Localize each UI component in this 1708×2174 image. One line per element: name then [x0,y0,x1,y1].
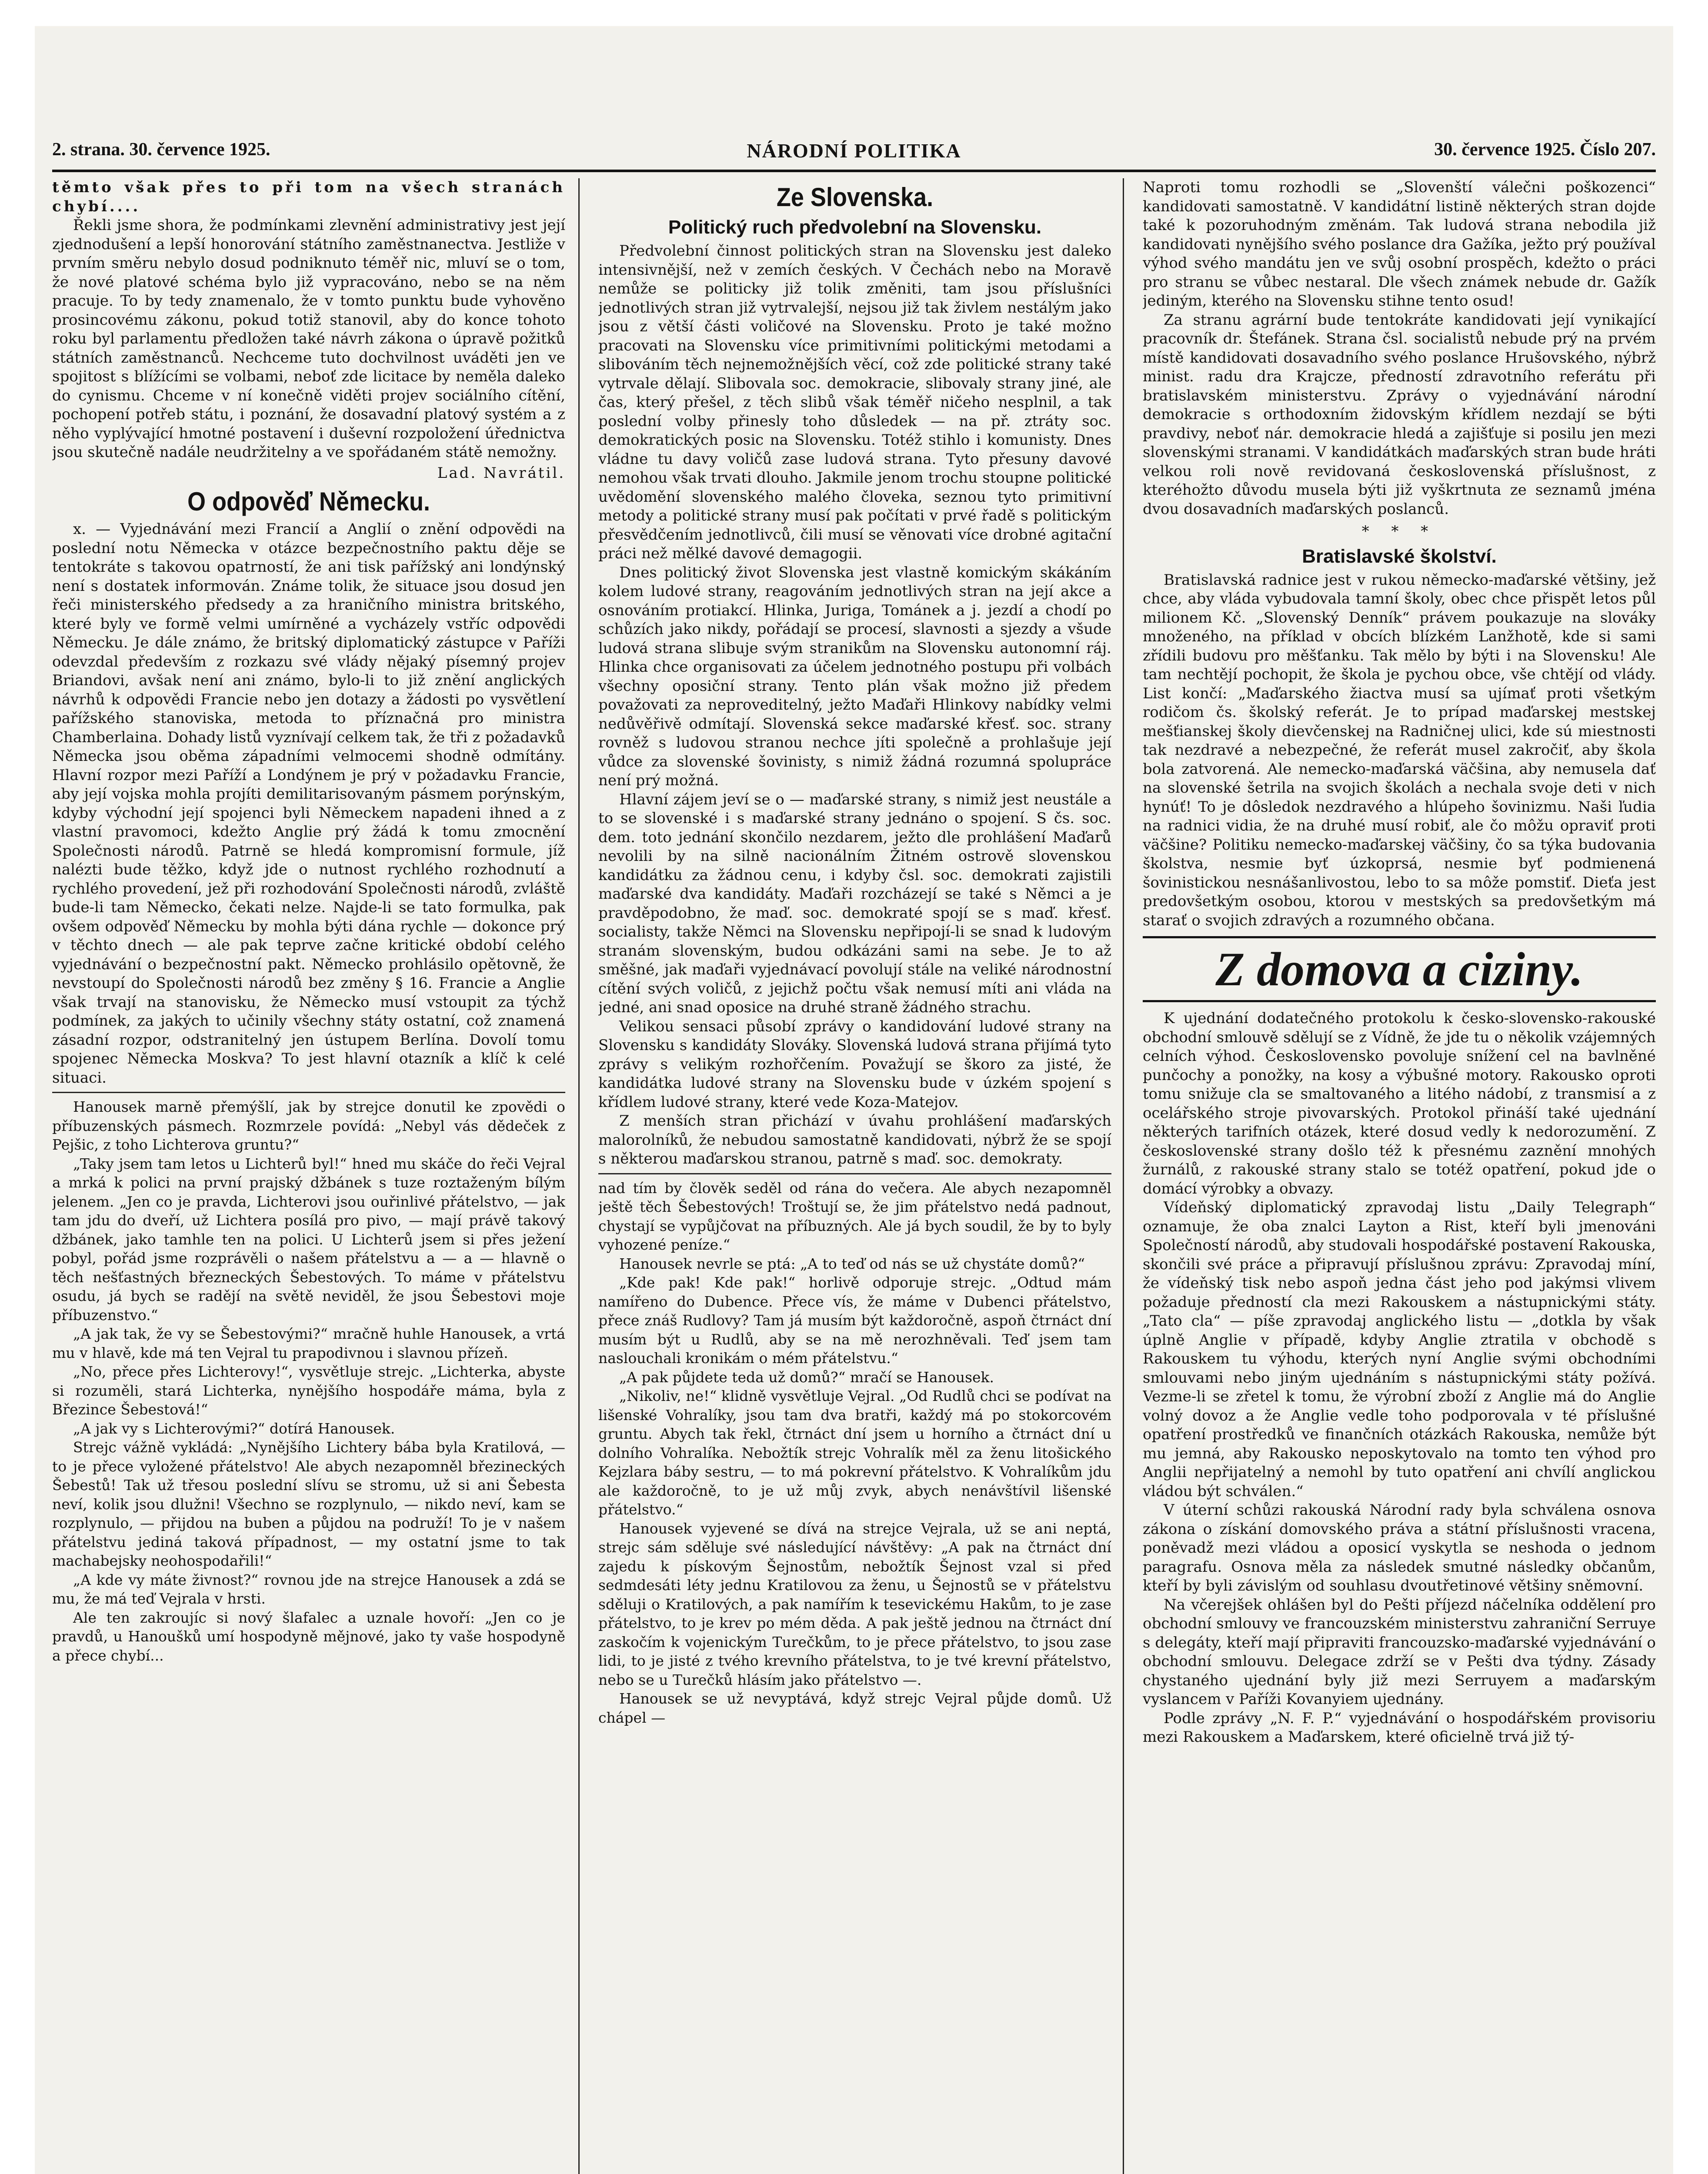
feuilleton-paragraph: „No, přece přes Lichterovy!“, vysvětluje strejc. „Lichterka, abyste si rozuměli, stará Lichterka, nynějšího hospodáře máma, byla z Březince Šebestová!“ [52,1363,565,1418]
article-title: Bratislavské školství. [1302,545,1497,567]
article-paragraph: x. — Vyjednávání mezi Francií a Anglií o znění odpovědi na poslední notu Německa v otázce bezpečnostního paktu děje se tentokráte s takovou opatrností, že ani tisk pařížský ani londýnský není s dostatek informován. Známe tolik, že situace jsou dosud jen řeči ministerského předsedy a za hraničního ministra britského, které byly ve formě velmi umírněné a vycházely vstříc odpovědi Německu. Je dále známo, že britský diplomatický zástupce v Paříži odevzdal především z rozkazu své vlády nějaký písemný projev Briandovi, avšak není ani známo, bylo-li to již znění anglických návrhů k odpovědi Francie nebo jen dotazy a žádosti po vysvětlení pařížského stanoviska, metoda to příznačná pro ministra Chamberlaina. Dohady listů vyznívají celkem tak, že tři z požadavků Německa jsou oběma západními velmocemi shodně odmítány. Hlavní rozpor mezi Paříží a Londýnem je prý v požadavku Francie, aby její vojska mohla projíti demilitarisovaným pásmem porýnským, kdyby východní její spojenci byli Německem napadeni ihned a z vlastní pravomoci, kdežto Anglie prý žádá k tomu zmocnění Společnosti národů. Patrně se hledá kompromisní formule, jíž nalézti bude těžko, když jde o nutnost rychlého rozhodnutí a rychlého provedení, jež při rozhodování Společnosti národů, zvláště bude-li tam Německo, čekati nelze. Najde-li se tato formulka, pak ovšem odpověď Německu by mohla býti dána rychle — dokonce prý v těchto dnech — ale pak teprve začne kritické období celého vyjednávání o bezpečnostní pakt. Německo prohlásilo opětovně, že nevstoupí do Společnosti národů bez změny § 16. Francie a Anglie však trvají na stanovisku, že Německo musí vstoupit za týchž podmínek, za jakých to učinily všechny státy ostatní, což znamená zásadní rozpor, odstranitelný jen ústupem Berlína. Dovolí tomu spojenec Německa Moskva? To jest hlavní otazník a klíč k celé situaci. [52,520,565,1087]
article-subtitle: Politický ruch předvolební na Slovensku. [668,217,1042,238]
feuilleton-paragraph: Strejc vážně vykládá: „Nynějšího Lichtery bába byla Kratilová, — to je přece vyložené přátelstvo! Ale abych nezapomněl březineckých Šebestů! Tak už třesou poslední slívu se stromu, už si ani Šebesta neví, kolik jsou dlužni! Všechno se rozplynulo, — nikdo neví, kam se rozplynulo, — přijdou na buben a půjdou na podruží! To je v našem přátelstvu jediná taková případnost, — my ostatní jsme to tak machabejsky neohospodařili!“ [52,1439,565,1569]
feuilleton-column-1 [52,1097,565,1665]
feuilleton-paragraph: „A pak půjdete teda už domů?“ mračí se Hanousek. [619,1368,994,1386]
column-1 [52,178,565,2174]
news-paragraph: Na včerejšek ohlášen byl do Pešti příjezd náčelníka oddělení pro obchodní smlouvy ve francouzském ministerstvu zahraniční Serruye s delegáty, kteří mají připraviti francouzsko-maďarské vyjednávání o obchodní smlouvu. Delegace zdrží se v Pešti dva týdny. Zásady chystaného ujednání byly již mezi Serruyem a maďarským vyslancem v Paříži Kovanyiem ujednány. [1143,1596,1656,1708]
feuilleton-paragraph: „Taky jsem tam letos u Lichterů byl!“ hned mu skáče do řeči Vejral a mrká k polici na první prajský džbánek s tuze roztaženým bílým jelenem. „Jen co je pravda, Lichterovi jsou ouřinlivé přátelstvo, — jak tam jdu do dveří, už Lichtera posílá pro pivo, — mají právě takový džbánek, jako tamhle ten na polici. U Lichterů jsem si přes ježení pobyl, pořád jsme rozprávěli o našem přátelstvu a — a — hlavně o těch nešťastných březneckých Šebestových. To máme v přátelstvu osudu, já bych se radějí na světě neviděl, že jsou Šebestovi moje příbuzenstvo.“ [52,1155,565,1324]
article-paragraph: Za stranu agrární bude tentokráte kandidovati její vynikající pracovník dr. Štefánek. Strana čsl. socialistů nebude prý na prvém místě kandidovati dosavadního svého poslance Hrušovského, nýbrž minist. radu dra Krajcze, předností zdravotního referátu při bratislavském ministerstvu. Zprávy o vyjednávání národní demokracie s orthodoxním židovským křídlem nezdají se býti pravdivy, neboť nár. demokracie hledá a zajišťuje si posilu jen mezi slovenskými stranami. V kandidátkách maďarských stran bude hráti velkou roli nově revidovaná československá příslušnost, z kteréhožto důvodu musela býti již vyškrtnuta ze seznamů jména dvou dosavadních maďarských poslanců. [1143,311,1656,518]
feuilleton-paragraph: „Kde pak! Kde pak!“ horlivě odporuje strejc. „Odtud mám namířeno do Dubence. Přece vís, že máme v Dubenci přátelstvo, přece znáš Rudlovy? Tam já musím být každoročně, aspoň čtrnáct dní musím být u Rudlů, aby se na mě nerozhněvali. Teď jsem tam naslouchali kronikám o mém přátelstvu.“ [598,1274,1111,1367]
news-paragraph: V úterní schůzi rakouská Národní rady byla schválena osnova zákona o získání domovského práva a státní příslušnosti vracena, poněvadž mezi vládou a oposicí vyskytla se neshoda o jednom paragrafu. Osnova měla za následek smutné následky občanům, kteří by byli závislým od souhlasu dvoutřetinové většiny sněmovní. [1143,1501,1656,1594]
feuilleton-paragraph: Hanousek vyjevené se dívá na strejce Vejrala, už se ani neptá, strejc sám sděluje své následující návštěvy: „A pak na čtrnáct dní zajedu k pískovým Šejnostům, nebožtík Šejnost vzal si před sedmdesáti léty jednu Kratilovou za ženu, u Šejnostů se v přátelstvu sděluji o Kratilových, a pak namířím k tesevickému Hakům, to je zase přátelstvo, to je krev po mém děda. A pak ještě jednou na čtrnáct dní zaskočím k vojenickým Turečkům, to je přece přátelstvo, to jsou zase lidi, to je jisté z tvého krevního přátelstva, to je tvé krevní přátelstvo, nebo se u Turečků hlásím jako přátelstvo —. [598,1520,1111,1688]
article-paragraph: Velikou sensaci působí zprávy o kandidování ludové strany na Slovensku s kandidáty Slováky. Slovenská ludová strana přijímá tyto zprávy s velikým rozhořčením. Považují se škoro za jisté, že kandidátka ludové strany na Slovensku bude v úzkém spojení s křídlem ludové strany, které vede Koza-Matejov. [598,1017,1111,1111]
newspaper-page [35,26,1673,2174]
column-divider [578,178,580,2174]
article-paragraph: Hlavní zájem jeví se o — maďarské strany, s nimiž jest neustále a to se slovenské i s maďarské strany jednáno o spojení. S čs. soc. dem. toto jednání skončilo nezdarem, ježto dle prohlášení Maďarů nevolili by na silně nacionálním Žitném ostrově slovenskou kandidátku za žádnou cenu, i kdyby čsl. soc. demokrati zajistili maďarské dva kandidáty. Maďaři rozcházejí se také s Němci a je pravděpodobno, že maď. soc. demokraté spojí se s maď. křesť. socialisty, takže Němci na Slovensku nepřipojí-li se snad k ludovým stranám slovenským, budou odkázáni sami na sebe. Je to až směšné, jak maďaři vyjednávací povolují stále na veliké národnostní cítění svých voličů, z jejichž počtu však nemusí míti ani vláda na jedné, ani snad oposice na druhé straně žádného strachu. [598,790,1111,1016]
header-date-issue: 30. července 1925. Číslo 207. [1434,140,1656,160]
page-header [52,139,1656,165]
section-title: Z domova a ciziny. [1143,936,1656,1002]
feuilleton-paragraph: „A kde vy máte živnost?“ rovnou jde na strejce Hanousek a zdá se mu, že má teď Vejrala v hrsti. [52,1571,565,1607]
header-date-left: 2. strana. 30. července 1925. [52,140,270,160]
article-continuation-intro: těmto však přes to při tom na všech stranách chybí.... [52,179,565,215]
feuilleton-paragraph: Hanousek nevrle se ptá: „A to teď od nás se už chystáte domů?“ [619,1255,1085,1272]
feuilleton-paragraph: nad tím by člověk seděl od rána do večera. Ale abych nezapomněl ještě těch Šebestových! Troštují se, že jim přátelstvo nedá padnout, chystají se vypůjčovat na příbuzných. Ale já bych soudil, že by to byly vyhozené peníze.“ [598,1179,1111,1253]
feuilleton-paragraph: Hanousek se už nevyptává, když strejc Vejral půjde domů. Už chápel — [598,1690,1111,1726]
feuilleton-paragraph: „A jak tak, že vy se Šebestovými?“ mračně huhle Hanousek, a vrtá mu v hlavě, kde má ten Vejral tu prapodivnou i slavnou přízeň. [52,1325,565,1361]
article-signature: Lad. Navrátil. [437,464,565,482]
feuilleton-rule [598,1173,1111,1174]
article-paragraph: Předvolební činnost politických stran na Slovensku jest daleko intensivnější, než v zemích českých. V Čechách nebo na Moravě nemůže se politicky již tolik změniti, tam jsou příslušníci jednotlivých stran již vytrvalejší, nejsou již tak živlem nestálým jako jsou z větší části voličové na Slovensku. Proto je také možno pracovati na Slovensku více primitivními politickými metodami a slibováním těch nejnemožnějších věcí, což zde politické strany také vytrvale dělají. Slibovala soc. demokracie, slibovaly strany jiné, ale čas, který přešel, z těch slibů však téměř ničeho nesplnil, a tak poslední volby přinesly toho důsledek — na př. ztráty soc. demokratických posic na Slovensku. Totéž stihlo i komunisty. Dnes vládne tu davy voličů zase ludová strana. Tyto přesuny davové nemohou však trvati dlouho. Jakmile jenom trochu stoupne politické uvědomění slovenského malého človeka, seznou tyto primitivní metody a politické strany musí pak počítati v prvé řadě s politickým přesvědčením jednotlivců, čili musí se věnovati více drobné agitační práci než mělké davové demagogii. [598,242,1111,562]
feuilleton-paragraph: Hanousek marně přemýšlí, jak by strejce donutil ke zpovědi o příbuzenských pásmech. Rozmrzele povídá: „Nebyl vás dědeček z Pejšic, z toho Lichterova gruntu?“ [52,1098,565,1153]
article-paragraph: Dnes politický život Slovenska jest vlastně komickým skákáním kolem ludové strany, reagováním jednotlivých stran na její akce a osnováním protiakcí. Hlinka, Juriga, Tománek a j. jezdí a chodí po schůzích jako nikdy, pořádají se procesí, slavnosti a sjezdy a všude ludová strana slibuje svým stranikům na Slovensku autonomní ráj. Hlinka chce organisovati za účelem jednotného postupu při volbách všechny oposiční strany. Tento plán však možno již předem považovati za neproveditelný, ježto Maďaři Hlinkovy nabídky velmi nedůvěřivě odmítají. Slovenská sekce maďarské křesť. soc. strany rovněž s ludovou stranou nechce jíti společně a prohlašuje její vůdce za slovenské šovinisty, s nimiž žádná rozumná spolupráce není prý možná. [598,564,1111,789]
column-2 [598,178,1111,2174]
article-paragraph: Naproti tomu rozhodli se „Slovenští válečni poškozenci“ kandidovati samostatně. V kandidátní listině některých stran dojde také k pozoruhodným změnám. Tak ludová strana nebodila již kandidovati nynějšího svého poslance dra Gažíka, ježto prý používal výhod svého mandátu jen ve svůj osobní prospěch, kdežto o práci pro stranu se vůbec nestaral. Dle všech známek nebude dr. Gažík jediným, kterého na Slovensku stihne tento osud! [1143,179,1656,310]
feuilleton-column-2 [598,1179,1111,1727]
article-paragraph: Řekli jsme shora, že podmínkami zlevnění administrativy jest její zjednodušení a lepší honorování státního zaměstnanectva. Jestliže v prvním směru nebylo dosud podniknuto téměř nic, mluví se o tom, že nové platové schéma bylo již vypracováno, nebo se na něm pracuje. To by tedy znamenalo, že v tomto punktu bude vyhověno prosincovému zákonu, pokud totiž stanovil, aby do konce tohoto roku byl parlamentu předložen také návrh zákona o úpravě požitků státních zaměstnanců. Nechceme tuto dochvilnost uváděti jen ve spojitost s blížícími se volbami, neboť zde licitace by neměla daleko do cynismu. Chceme v ní konečně viděti projev sociálního cítění, pochopení potřeb státu, i poznání, že dosavadní platový systém a z něho vyplývající hmotné postavení i duševní rozpoložení úřednictva jsou skutečně nadále neudržitelny a ve spořádaném státě nemožny. [52,217,565,461]
news-paragraph: K ujednání dodatečného protokolu k česko-slovensko-rakouské obchodní smlouvě sdělují se z Vídně, že jde tu o několik vzájemných celních výhod. Československo povoluje snížení cel na bavlněné punčochy a ponožky, na kosy a výbušné motory. Rakousko oproti tomu snižuje cla se smaltovaného a litého nádobí, z transmisí a z ocelářského stroje pivovarských. Protokol přináší také ujednání některých tarifních otázek, které dosud vedly k nedorozumění. Z československé strany došlo též k přesnému zaznění mnohých žurnálů, z rakouské strany stalo se totéž opatření, pokud jde o domácí výrobky a obvazy. [1143,1010,1656,1197]
header-rule [52,170,1656,172]
section-separator-stars: * * * [1361,523,1437,540]
feuilleton-paragraph: „Nikoliv, ne!“ klidně vysvětluje Vejral. „Od Rudlů chci se podívat na lišenské Vohralíky, jsou tam dva bratři, každý má po stokorcovém gruntu. Abych tak řekl, čtrnáct dní jsem u horního a čtrnáct dní u dolního Vohralíka. Nebožtík strejc Vohralík měl za ženu litošického Kejzlara báby sestru, — to má pokrevní přátelstvo. K Vohralíkům jdu ale každoročně, to je už můj zvyk, abych nenávštívil lišenské přátelstvo.“ [598,1387,1111,1518]
feuilleton-rule [52,1092,565,1093]
article-title: O odpověď Německu. [187,487,430,516]
newspaper-title: NÁRODNÍ POLITIKA [747,140,961,162]
column-3 [1143,178,1656,2174]
article-paragraph: Bratislavská radnice jest v rukou německo-maďarské většiny, jež chce, aby vláda vybudovala tamní školy, obec chce přispět letos půl milionem Kč. „Slovenský Denník“ právem poukazuje na slováky množeného, na příklad v obcích blízkém Lanžhotě, kde si sami zřídili budovu pro měšťanku. Tak mělo by býti i na Slovensku! Ale tam nechtějí pochopit, že škola je pychou obce, vše chtějí od vlády. List končí: „Maďarského žiactva musí sa ujímať proti všetkým rodičom čs. školský referát. Je to prípad maďarskej mestskej mešťianskej školy dievčenskej na Radničnej ulici, kde sú miestnosti tak nezdravé a nebezpečné, že referát musel zakročiť, aby škola bola zatvorená. Ale nemecko-maďarská väčšina, aby nemusela dať na slovenské šetrila na svojich školách a nechala svoje deti v nich hynúť! To je dôsledok nezdravého a hlúpeho šovinizmu. Naši ľudia na radnici vidia, že na druhé musí robiť, ale čo môžu opraviť proti väčšine? Politiku nemecko-maďarskej väčšiny, čo sa týka budovania školstva, nesmie byť úzkoprsá, nesmie byť podmienená šovinistickou nesnášanlivostou, lebo to sa môže pomstiť. Dieťa jest predovšetkým osobou, ktorou v mestských sa predovšetkým má starať o svojich zdravých a rozumného občana. [1143,571,1656,929]
feuilleton-paragraph: „A jak vy s Lichterovými?“ dotírá Hanousek. [73,1420,395,1437]
feuilleton-paragraph: Ale ten zakroujíc si nový šlafalec a uznale hovoří: „Jen co je pravdů, u Hanoušků umí hospodyně mějnové, jako ty vaše hospodyně a přece chybí... [52,1609,565,1664]
news-paragraph: Podle zprávy „N. F. P.“ vyjednávání o hospodářském provisoriu mezi Rakouskem a Maďarskem, které oficielně trvá již tý- [1143,1709,1656,1746]
news-paragraph: Vídeňský diplomatický zpravodaj listu „Daily Telegraph“ oznamuje, že oba znalci Layton a Rist, kteří byli jmenováni Společností národů, aby studovali hospodářské postavení Rakouska, skončili své práce a připravují příslušnou zprávu: Zpravodaj míní, že vídeňský tisk nebo aspoň jedna část jeho pod jakýmsi vlivem požaduje předností cla mezi Rakouskem a nástupnickými státy. „Tato cla“ — píše zpravodaj anglického listu — „dotkla by však úplně Anglie v případě, kdyby Anglie ztratila v obchodě s Rakouskem tu výhodu, kterých nyní Anglie svými obchodními smlouvami nebo jiným ujednáním s nástupnickými státy požívá. Vezme-li se zřetel k tomu, že výrobní zboží z Anglie má do Anglie volný dovoz a že Anglie vedle toho podporovala v té příslušné opatření prostředků ve finančních otázkách Rakouska, nemůže být mu jemná, aby Rakousko neposkytovalo na tomto ten výhod pro Anglii nepřijatelný a nemohl by tuto opatření ani chvílí anglickou vládou být schválen.“ [1143,1199,1656,1500]
column-divider [1123,178,1124,2174]
article-paragraph: Z menších stran přichází v úvahu prohlášení maďarských malorolníků, že nebudou samostatně kandidovati, nýbrž že se spojí s některou maďarskou stranou, patrně s maď. soc. demokraty. [598,1112,1111,1167]
section-title: Ze Slovenska. [776,183,934,212]
